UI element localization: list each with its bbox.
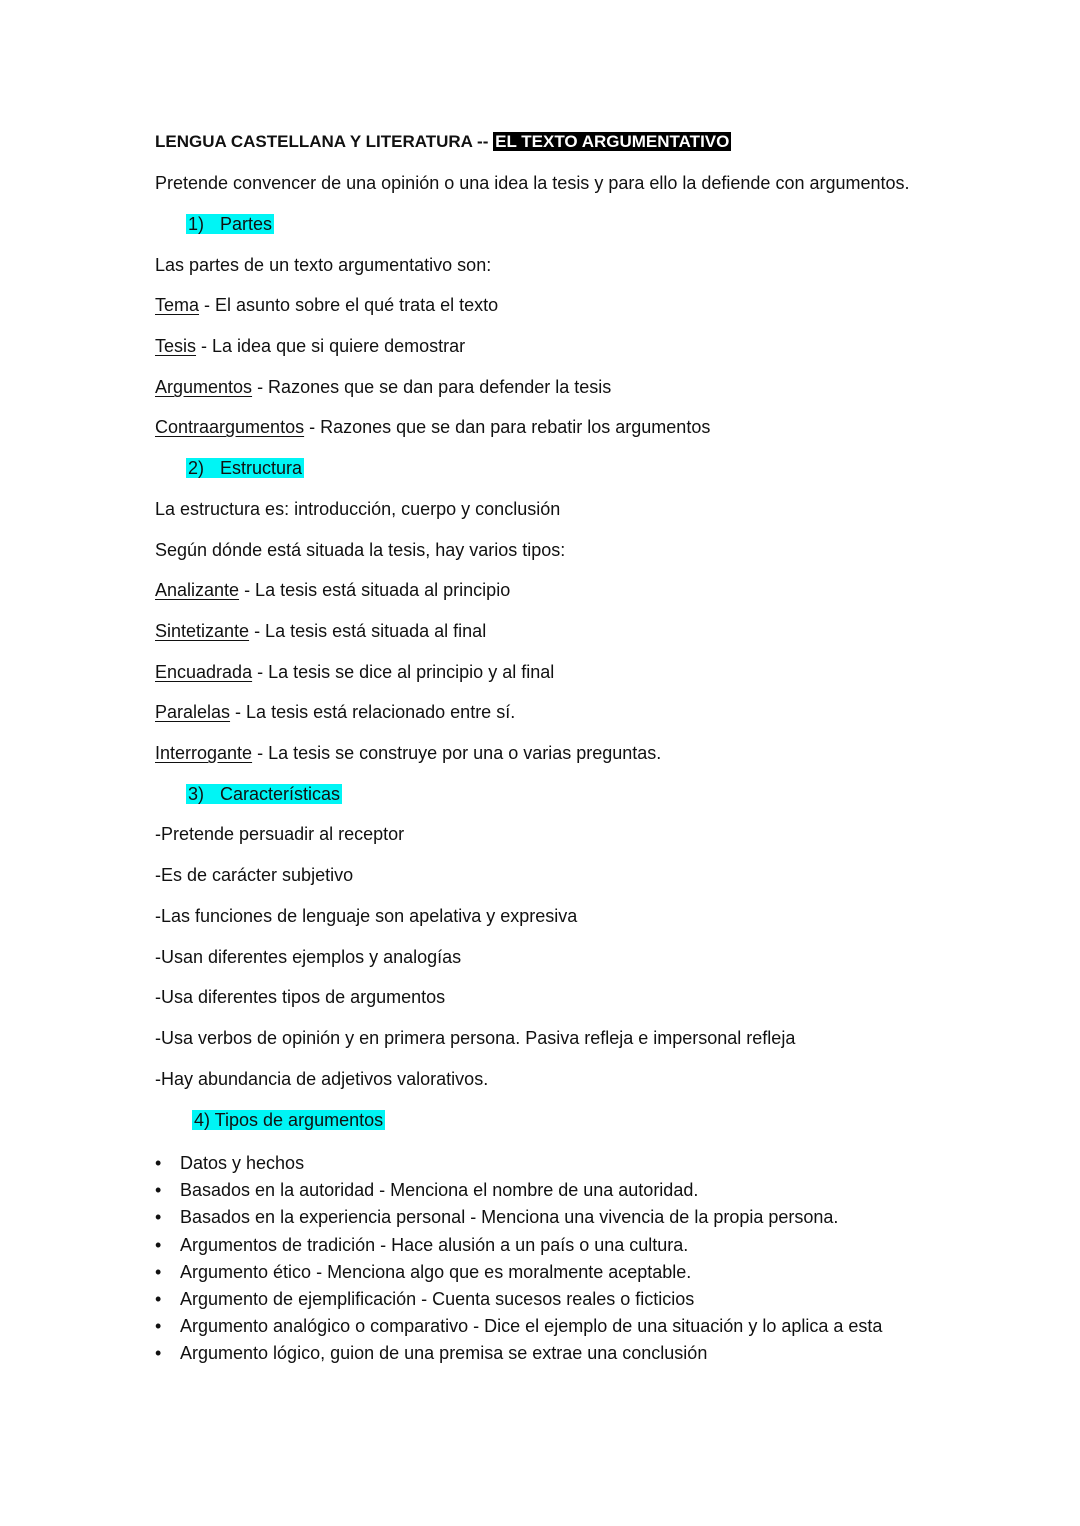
tipos-argumentos-list [155,1150,882,1368]
tipo-estructura-item [155,701,515,723]
caracteristica-item: -Usa diferentes tipos de argumentos [155,987,446,1007]
tipo-estructura-item [155,742,661,764]
list-item: • Datos y hechos [155,1150,882,1177]
parte-term: Argumentos [155,377,253,397]
tipo-estructura-item [155,661,554,683]
document-title [155,131,731,153]
caracteristica-item: -Usan diferentes ejemplos y analogías [155,947,462,967]
tipo-estructura-item [155,620,486,642]
heading-estructura-label: Estructura [220,458,303,478]
caracteristica-item: -Las funciones de lenguaje son apelativa y expresiva [155,906,578,926]
parte-desc: - Razones que se dan para rebatir los argumentos [304,417,711,437]
heading-caracteristicas-num: 3) [188,784,205,804]
heading-estructura-num: 2) [188,458,205,478]
parte-item [155,416,710,438]
heading-caracteristicas-label: Características [220,784,341,804]
list-item: • Basados en la experiencia personal - Menciona una vivencia de la propia persona. [155,1204,882,1231]
parte-item [155,335,465,357]
heading-tipos-label: 4) Tipos de argumentos [194,1110,384,1130]
caracteristica-item: -Pretende persuadir al receptor [155,824,405,844]
parte-term: Tema [155,295,200,315]
heading-partes-num: 1) [188,214,205,234]
caracteristica-item: -Es de carácter subjetivo [155,865,354,885]
list-item: • Argumento analógico o comparativo - Dice el ejemplo de una situación y lo aplica a esta [155,1313,882,1340]
partes-intro: Las partes de un texto argumentativo son: [155,255,492,275]
tipo-desc: - La tesis está situada al principio [239,580,511,600]
estructura-line: Según dónde está situada la tesis, hay varios tipos: [155,540,566,560]
estructura-line: La estructura es: introducción, cuerpo y conclusión [155,499,561,519]
heading-partes [186,213,274,235]
list-item: • Argumento de ejemplificación - Cuenta sucesos reales o ficticios [155,1286,882,1313]
list-item: • Argumento lógico, guion de una premisa se extrae una conclusión [155,1340,882,1367]
heading-estructura [186,457,304,479]
caracteristica-item: -Hay abundancia de adjetivos valorativos. [155,1069,489,1089]
parte-item [155,294,498,316]
caracteristica-item: -Usa verbos de opinión y en primera persona. Pasiva refleja e impersonal refleja [155,1028,796,1048]
tipo-term: Paralelas [155,702,231,722]
parte-term: Contraargumentos [155,417,305,437]
parte-desc: - El asunto sobre el qué trata el texto [199,295,499,315]
title-highlight: EL TEXTO ARGUMENTATIVO [495,132,730,151]
tipo-term: Interrogante [155,743,253,763]
heading-partes-label: Partes [220,214,273,234]
tipo-desc: - La tesis se dice al principio y al final [252,662,555,682]
tipo-desc: - La tesis se construye por una o varias preguntas. [252,743,662,763]
heading-caracteristicas [186,783,342,805]
tipo-term: Encuadrada [155,662,253,682]
parte-item [155,376,611,398]
list-item: • Argumentos de tradición - Hace alusión a un país o una cultura. [155,1232,882,1259]
title-prefix: LENGUA CASTELLANA Y LITERATURA -- [155,132,489,151]
intro-paragraph: Pretende convencer de una opinión o una idea la tesis y para ello la defiende con argumentos. [155,173,910,193]
tipo-estructura-item [155,579,510,601]
parte-desc: - La idea que si quiere demostrar [196,336,466,356]
list-item: • Argumento ético - Menciona algo que es moralmente aceptable. [155,1259,882,1286]
list-item: • Basados en la autoridad - Menciona el nombre de una autoridad. [155,1177,882,1204]
heading-tipos-argumentos [192,1109,385,1131]
tipo-term: Sintetizante [155,621,250,641]
tipo-desc: - La tesis está situada al final [249,621,487,641]
tipo-term: Analizante [155,580,240,600]
parte-term: Tesis [155,336,197,356]
tipo-desc: - La tesis está relacionado entre sí. [230,702,516,722]
parte-desc: - Razones que se dan para defender la tesis [252,377,612,397]
